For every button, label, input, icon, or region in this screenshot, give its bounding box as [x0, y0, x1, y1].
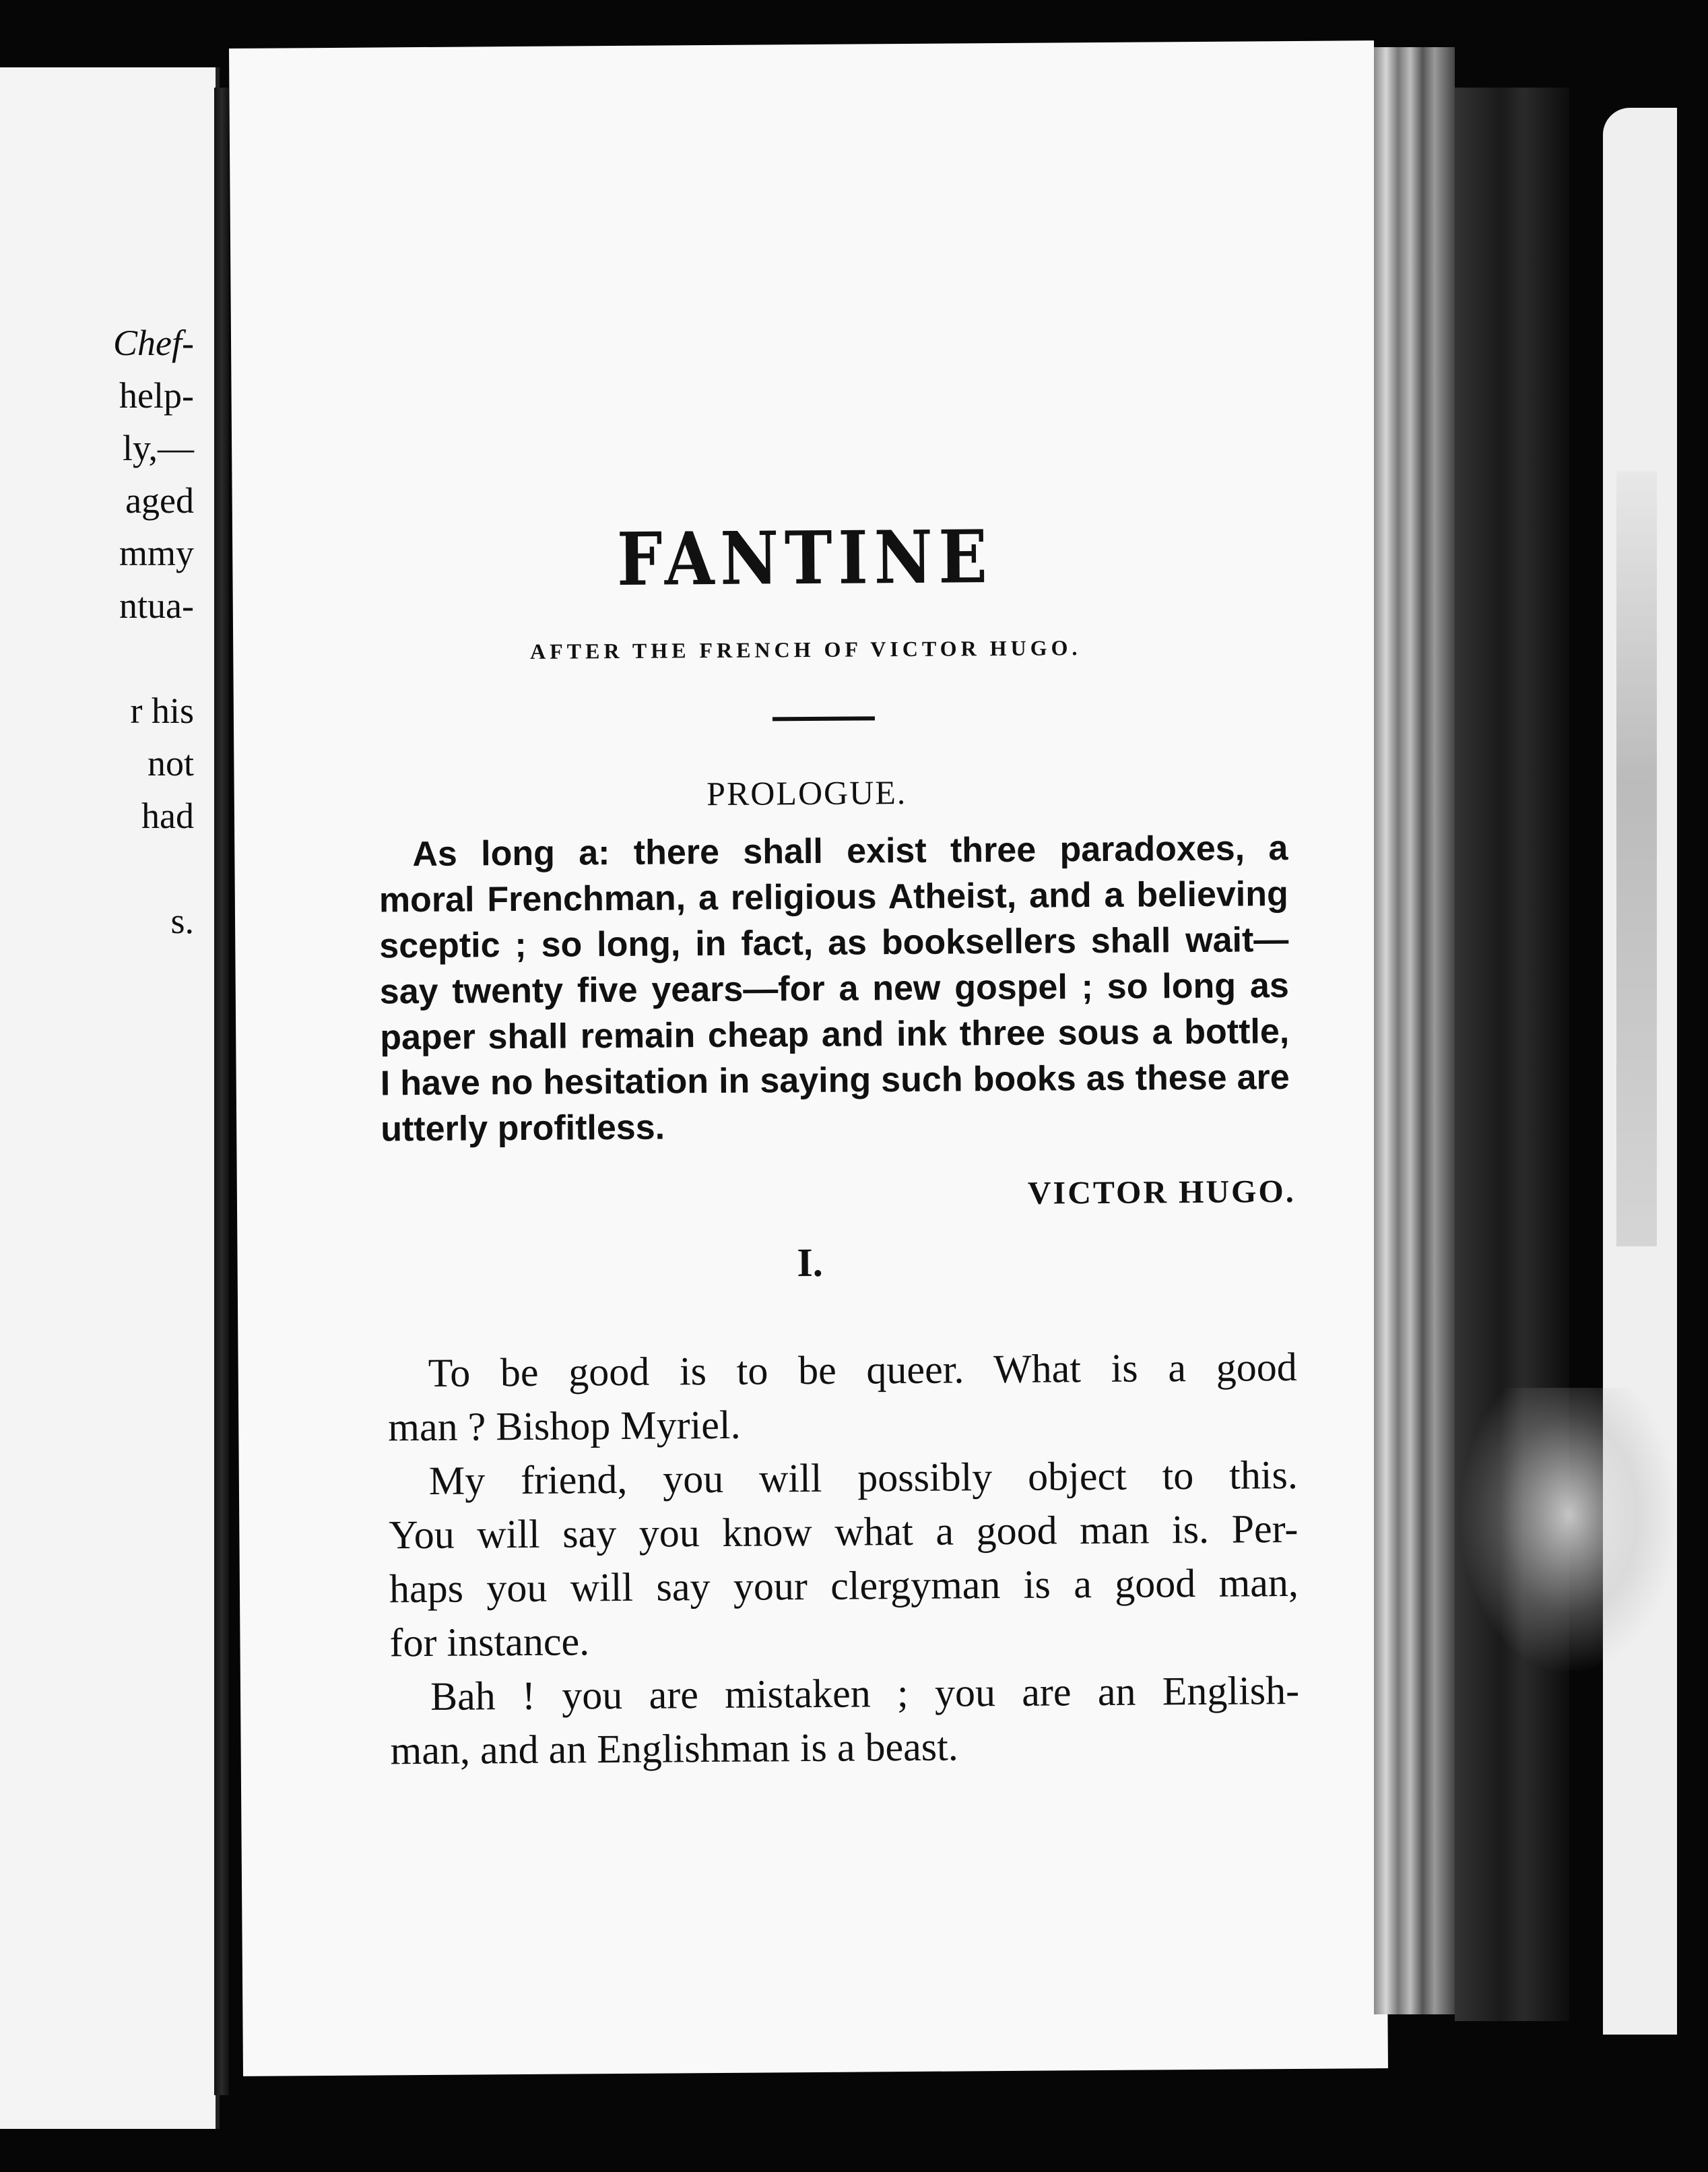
book-cover-edge: [1455, 88, 1569, 2021]
body-line: man ? Bishop Myriel.: [388, 1402, 741, 1450]
body-line: for instance.: [389, 1619, 590, 1665]
page-stain: [1461, 1388, 1677, 1671]
prologue-text: [379, 825, 1290, 1152]
prologue-line: utterly profitless.: [381, 1108, 665, 1149]
prologue-line: sceptic ; so long, in fact, as booksellers shall wait—: [379, 920, 1289, 966]
left-line: aged: [125, 480, 194, 521]
divider-rule: [773, 716, 875, 721]
body-line: man, and an Englishman is a beast.: [390, 1724, 958, 1773]
left-line: r his: [130, 691, 194, 731]
left-line: not: [147, 743, 194, 784]
left-line: help-: [119, 375, 194, 416]
left-line: mmy: [119, 533, 194, 573]
body-line: Bah ! you are mistaken ; you are an English-: [430, 1667, 1300, 1719]
prologue-line: I have no hesitation in saying such books as these are: [380, 1058, 1290, 1104]
left-line: ly,—: [123, 428, 194, 468]
signature: VICTOR HUGO.: [1027, 1173, 1296, 1211]
prologue-line: paper shall remain cheap and ink three sous a bottle,: [380, 1012, 1290, 1058]
left-line: s.: [170, 901, 194, 941]
chapter-heading: I.: [797, 1240, 824, 1285]
right-page: [229, 40, 1388, 2076]
prologue-line: moral Frenchman, a religious Atheist, and a believing: [379, 874, 1289, 920]
prologue-heading: PROLOGUE.: [706, 773, 907, 813]
page-title: FANTINE: [616, 515, 994, 602]
body-line: My friend, you will possibly object to this.: [428, 1452, 1299, 1503]
body-line: haps you will say your clergyman is a good man,: [389, 1560, 1299, 1611]
left-page-text: [0, 67, 194, 947]
body-line: To be good is to be queer. What is a good: [428, 1344, 1297, 1395]
prologue-line: say twenty five years—for a new gospel ; so long as: [379, 966, 1289, 1012]
left-line: Chef-: [113, 323, 194, 363]
book-gutter: [214, 88, 229, 2095]
left-line: had: [141, 796, 194, 836]
page-subtitle: AFTER THE FRENCH OF VICTOR HUGO.: [529, 635, 1082, 664]
left-line: ntua-: [119, 585, 194, 626]
page-edges: [1374, 47, 1455, 2014]
body-line: You will say you know what a good man is. Per-: [389, 1506, 1299, 1558]
prologue-line: As long a: there shall exist three paradoxes, a: [412, 829, 1288, 874]
chapter-body: [387, 1340, 1299, 1777]
cover-inner-strip: [1616, 472, 1657, 1246]
left-page: [0, 67, 220, 2129]
